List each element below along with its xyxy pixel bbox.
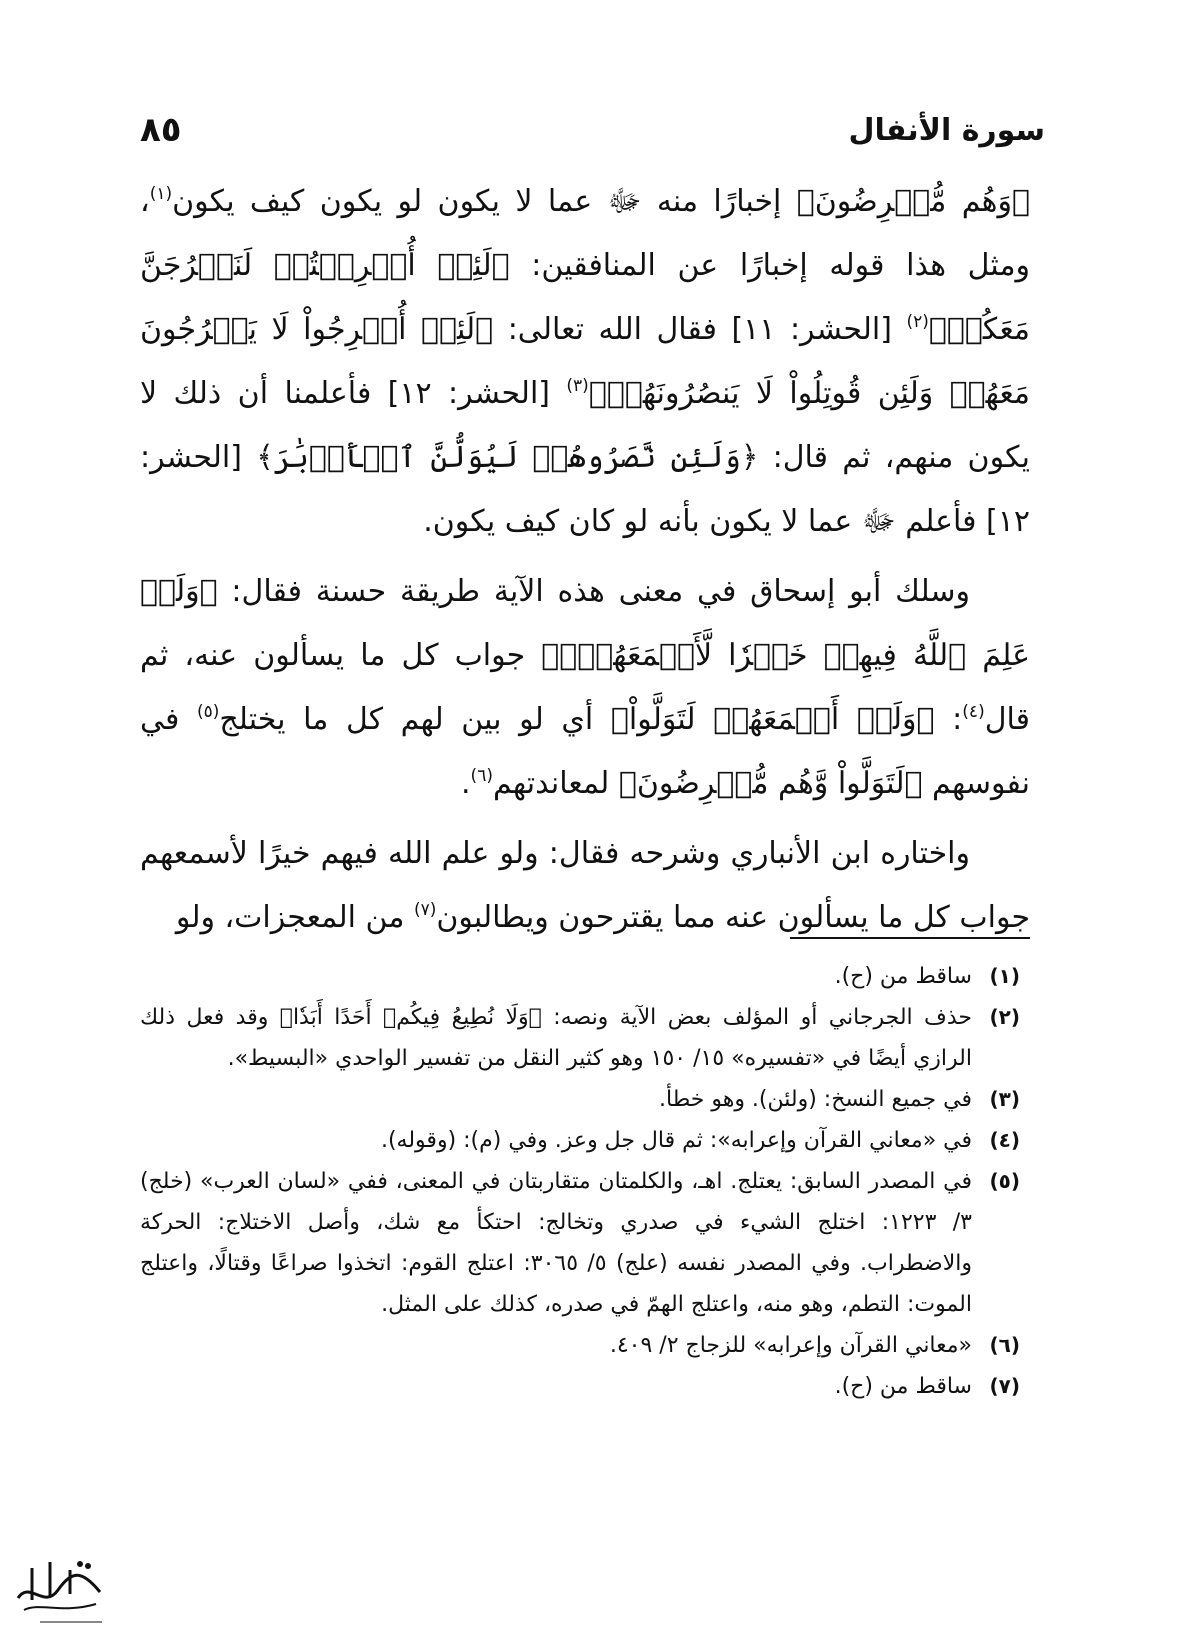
paragraph-2 (140, 560, 1030, 816)
text-run: وسلك أبو إسحاق في معنى هذه الآية طريقة حسنة فقال: (217, 574, 970, 609)
footnote-4 (140, 1120, 1020, 1161)
footnote-number: (١) (989, 964, 1020, 988)
text-run: لمعاندتهم (492, 766, 619, 801)
quran-verse: ﴿وَلَوۡ عَلِمَ ٱللَّهُ فِيهِمۡ خَيۡرٗا لَّأَسۡمَعَهُمۡۖ﴾ (140, 574, 1030, 673)
text-run: . (461, 766, 471, 801)
footnote-ref-1: (١) (149, 184, 173, 204)
page-number: ٨٥ (140, 110, 182, 150)
quran-verse: ﴿لَتَوَلَّواْ وَّهُم مُّعۡرِضُونَ﴾ (618, 766, 923, 801)
footnote-6 (140, 1325, 1020, 1366)
text-run: في نفوسهم (140, 702, 1030, 801)
calligraphy-logo-icon (10, 1540, 110, 1630)
text-run: [الحشر: ١٢] فأعلم ﷻ عما لا يكون بأنه لو كان كيف يكون. (140, 440, 1030, 539)
running-title: سورة الأنفال (848, 112, 1045, 148)
footnote-text: ساقط من (ح). (834, 1374, 972, 1399)
quran-verse: ﴿لَئِنۡ أُخۡرِجۡتُمۡ لَنَخۡرُجَنَّ مَعَكُمۡ﴾ (140, 248, 1030, 347)
footnote-number: (٤) (989, 1128, 1020, 1152)
text-run: واختاره ابن الأنباري وشرحه فقال: ولو علم الله فيهم خيرًا لأسمعهم جواب كل ما يسألون عنه مما يقترحون ويطالبون (140, 836, 1030, 935)
footnote-2 (140, 997, 1020, 1079)
text-run: ، ومثل هذا قوله إخبارًا عن المنافقين: (140, 184, 1030, 283)
text-run: : (934, 702, 963, 737)
footnote-7 (140, 1366, 1020, 1407)
footnote-separator (790, 937, 1030, 939)
footnote-ref-3: (٣) (566, 376, 589, 396)
footnote-text: «معاني القرآن وإعرابه» للزجاج ٢/ ٤٠٩. (609, 1333, 972, 1358)
footnote-1 (140, 956, 1020, 997)
quran-verse: ﴿وَهُم مُّعۡرِضُونَ﴾ (796, 184, 1030, 219)
footnote-number: (٦) (989, 1333, 1020, 1357)
footnote-text: في المصدر السابق: يعتلج. اهـ، والكلمتان متقاربتان في المعنى، ففي «لسان العرب» (خلج) ٣/ ١٢٢٣: اختلج الشيء في صدري وتخالج: احتكأ مع شك، وأصل الاختلاج: الحركة والاضطراب. وفي المصدر نفسه (علج) ٥/ ٣٠٦٥: اعتلج القوم: اتخذوا صراعًا وقتالًا، واعتلج الموت: التطم، وهو منه، واعتلج الهمّ في صدره، كذلك على المثل. (140, 1169, 973, 1317)
text-run: جواب كل ما يسألون عنه، ثم قال (140, 638, 1030, 737)
text-run: من المعجزات، ولو (175, 900, 414, 935)
text-run: أي لو بين لهم كل ما يختلج (219, 702, 611, 737)
footnote-ref-2: (٢) (906, 312, 929, 332)
footnote-3 (140, 1079, 1020, 1120)
text-run: [الحشر: ١٢] فأعلمنا أن ذلك لا يكون منهم، ثم قال: (140, 376, 1030, 475)
text-run: إخبارًا منه ﷻ عما لا يكون لو يكون كيف يكون (172, 184, 797, 219)
publisher-logo (10, 1540, 110, 1630)
page-header (140, 100, 1045, 160)
footnote-ref-6: (٦) (470, 766, 493, 786)
paragraph-3 (140, 822, 1030, 950)
footnote-text: حذف الجرجاني أو المؤلف بعض الآية ونصه: ﴿وَلَا نُطِيعُ فِيكُمۡ أَحَدًا أَبَدٗا﴾ وقد فعل ذلك الرازي أيضًا في «تفسيره» ١٥/ ١٥٠ وهو كثير النقل من تفسير الواحدي «البسيط». (140, 1005, 972, 1071)
footnote-ref-7: (٧) (413, 900, 437, 920)
footnote-ref-5: (٥) (197, 702, 220, 722)
footnote-text: في جميع النسخ: (ولئن). وهو خطأ. (659, 1087, 972, 1112)
footnote-ref-4: (٤) (962, 702, 985, 722)
footnote-number: (٧) (989, 1374, 1020, 1398)
quran-verse: ﴿لَئِنۡ أُخۡرِجُواْ لَا يَخۡرُجُونَ مَعَهُمۡ وَلَئِن قُوتِلُواْ لَا يَنصُرُونَهُمۡ﴾ (140, 312, 1030, 411)
footnote-number: (٣) (989, 1087, 1020, 1111)
footnote-5 (140, 1161, 1020, 1325)
footnote-text: في «معاني القرآن وإعرابه»: ثم قال جل وعز. وفي (م): (وقوله). (380, 1128, 972, 1153)
footnote-text: ساقط من (ح). (834, 964, 972, 989)
footnote-number: (٥) (989, 1169, 1020, 1193)
quran-verse: ﴿وَلَئِن نَّصَرُوهُمۡ لَيُوَلُّنَّ ٱلۡأَدۡبَٰرَ﴾ (256, 440, 759, 475)
text-run: [الحشر: ١١] فقال الله تعالى: (493, 312, 907, 347)
quran-verse: ﴿وَلَوۡ أَسۡمَعَهُمۡ لَتَوَلَّواْ﴾ (610, 702, 935, 737)
footnotes (140, 956, 1020, 1407)
paragraph-1 (140, 170, 1030, 554)
main-text (140, 170, 1030, 950)
footnote-number: (٢) (989, 1005, 1020, 1029)
